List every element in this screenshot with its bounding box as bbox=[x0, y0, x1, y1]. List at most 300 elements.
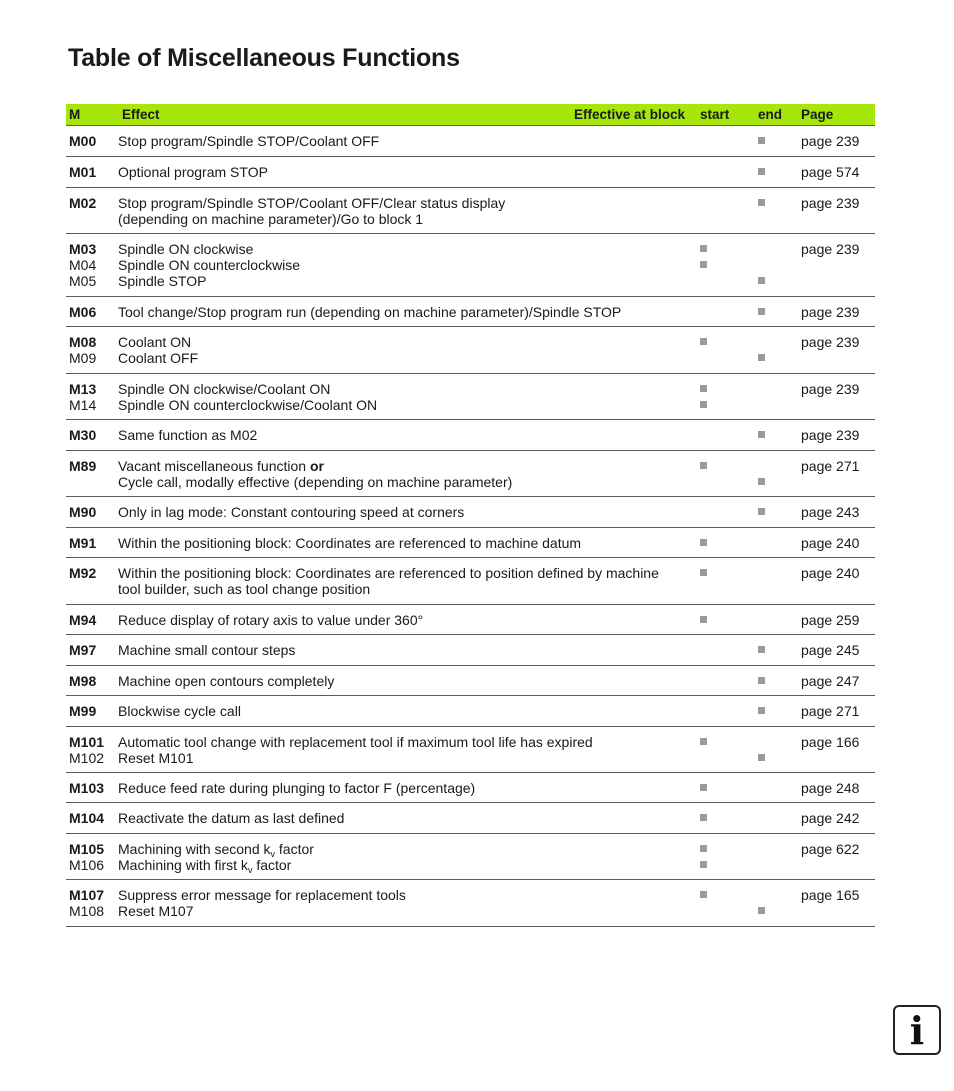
effect-text: Only in lag mode: Constant contouring speed at corners bbox=[118, 504, 465, 520]
start-line bbox=[700, 581, 720, 597]
page-ref-cell bbox=[801, 887, 875, 903]
start-square-icon bbox=[700, 385, 707, 392]
page-ref-cell bbox=[801, 304, 875, 320]
effect-cell bbox=[118, 673, 693, 689]
effect-cell bbox=[118, 887, 693, 919]
table-body bbox=[66, 126, 875, 927]
m-code-cell bbox=[69, 195, 117, 211]
effect-line bbox=[118, 565, 693, 581]
effect-line bbox=[118, 857, 693, 873]
page-ref: page 239 bbox=[801, 381, 860, 397]
m-code: M101 bbox=[69, 734, 105, 750]
end-cell bbox=[758, 133, 778, 149]
m-code: M107 bbox=[69, 887, 105, 903]
effect-text: Machining with second k bbox=[118, 841, 271, 857]
m-code: M01 bbox=[69, 164, 97, 180]
page-ref: page 239 bbox=[801, 334, 860, 350]
start-line bbox=[700, 273, 720, 289]
effect-line bbox=[118, 474, 693, 490]
end-cell bbox=[758, 565, 778, 597]
start-line bbox=[700, 458, 720, 474]
page-ref: page 242 bbox=[801, 810, 860, 826]
start-line bbox=[700, 257, 720, 273]
m-code: M102 bbox=[69, 750, 105, 766]
m-code-cell bbox=[69, 734, 117, 766]
start-square-icon bbox=[700, 861, 707, 868]
start-square-icon bbox=[700, 845, 707, 852]
m-code: M30 bbox=[69, 427, 97, 443]
page-ref-cell bbox=[801, 133, 875, 149]
m-code: M14 bbox=[69, 397, 97, 413]
end-line bbox=[758, 535, 778, 551]
end-square-icon bbox=[758, 431, 765, 438]
end-line bbox=[758, 703, 778, 719]
end-square-icon bbox=[758, 646, 765, 653]
m-code: M13 bbox=[69, 381, 97, 397]
effect-text: Spindle ON counterclockwise/Coolant ON bbox=[118, 397, 378, 413]
effect-text: Reactivate the datum as last defined bbox=[118, 810, 345, 826]
m-code-cell bbox=[69, 304, 117, 320]
start-line bbox=[700, 397, 720, 413]
start-line bbox=[700, 780, 720, 796]
effect-cell bbox=[118, 164, 693, 180]
header-effective-at-block: Effective at block bbox=[573, 107, 685, 122]
end-line bbox=[758, 133, 778, 149]
m-code: M09 bbox=[69, 350, 97, 366]
effect-line bbox=[118, 304, 693, 320]
start-cell bbox=[700, 535, 720, 551]
end-cell bbox=[758, 241, 778, 289]
m-code: M06 bbox=[69, 304, 97, 320]
header-m: M bbox=[69, 107, 81, 122]
m-code: M00 bbox=[69, 133, 97, 149]
effect-text: Cycle call, modally effective (depending on machine parameter) bbox=[118, 474, 513, 490]
start-square-icon bbox=[700, 401, 707, 408]
page-ref: page 574 bbox=[801, 164, 860, 180]
end-line bbox=[758, 334, 778, 350]
header-end: end bbox=[758, 107, 783, 122]
start-square-icon bbox=[700, 784, 707, 791]
end-cell bbox=[758, 841, 778, 873]
table-row bbox=[66, 374, 875, 420]
table-row bbox=[66, 528, 875, 558]
effect-subscript: v bbox=[247, 865, 253, 875]
end-cell bbox=[758, 504, 778, 520]
table-row bbox=[66, 803, 875, 834]
page-ref: page 271 bbox=[801, 703, 860, 719]
start-square-icon bbox=[700, 891, 707, 898]
end-cell bbox=[758, 427, 778, 443]
m-code-cell bbox=[69, 164, 117, 180]
effect-subscript: v bbox=[270, 849, 276, 859]
end-square-icon bbox=[758, 137, 765, 144]
effect-line bbox=[118, 703, 693, 719]
effect-text: Stop program/Spindle STOP/Coolant OFF bbox=[118, 133, 380, 149]
effect-line bbox=[118, 642, 693, 658]
start-cell bbox=[700, 703, 720, 719]
start-line bbox=[700, 350, 720, 366]
end-square-icon bbox=[758, 354, 765, 361]
start-line bbox=[700, 642, 720, 658]
start-line bbox=[700, 673, 720, 689]
page-ref-cell bbox=[801, 780, 875, 796]
end-line bbox=[758, 857, 778, 873]
page-ref-cell bbox=[801, 642, 875, 658]
end-cell bbox=[758, 612, 778, 628]
start-cell bbox=[700, 195, 720, 211]
start-cell bbox=[700, 458, 720, 490]
effect-line bbox=[118, 887, 693, 903]
effect-text: Spindle STOP bbox=[118, 273, 207, 289]
effect-text: Spindle ON clockwise/Coolant ON bbox=[118, 381, 331, 397]
end-cell bbox=[758, 164, 778, 180]
end-line bbox=[758, 642, 778, 658]
start-line bbox=[700, 304, 720, 320]
m-code: M08 bbox=[69, 334, 97, 350]
table-row bbox=[66, 666, 875, 696]
effect-text: (depending on machine parameter)/Go to block 1 bbox=[118, 211, 424, 227]
effect-line bbox=[118, 427, 693, 443]
end-line bbox=[758, 350, 778, 366]
info-icon bbox=[893, 1005, 941, 1055]
effect-cell bbox=[118, 841, 693, 873]
m-code: M108 bbox=[69, 903, 105, 919]
start-line bbox=[700, 734, 720, 750]
end-square-icon bbox=[758, 677, 765, 684]
m-code-cell bbox=[69, 565, 117, 581]
end-cell bbox=[758, 381, 778, 413]
start-line bbox=[700, 164, 720, 180]
effect-line bbox=[118, 133, 693, 149]
effect-line bbox=[118, 241, 693, 257]
page-ref: page 166 bbox=[801, 734, 860, 750]
m-code-cell bbox=[69, 133, 117, 149]
page-ref: page 240 bbox=[801, 535, 860, 551]
effect-cell bbox=[118, 304, 693, 320]
start-line bbox=[700, 504, 720, 520]
effect-text: Coolant OFF bbox=[118, 350, 199, 366]
effect-line bbox=[118, 381, 693, 397]
table-row bbox=[66, 696, 875, 727]
effect-text: Reduce display of rotary axis to value under 360° bbox=[118, 612, 424, 628]
start-line bbox=[700, 887, 720, 903]
m-code: M02 bbox=[69, 195, 97, 211]
end-cell bbox=[758, 734, 778, 766]
start-square-icon bbox=[700, 245, 707, 252]
m-code: M103 bbox=[69, 780, 105, 796]
effect-text: Machine small contour steps bbox=[118, 642, 296, 658]
effect-text: Within the positioning block: Coordinates are referenced to position defined by machine bbox=[118, 565, 659, 581]
table-row bbox=[66, 188, 875, 234]
effect-text: Vacant miscellaneous function bbox=[118, 458, 310, 474]
page-ref: page 245 bbox=[801, 642, 860, 658]
end-line bbox=[758, 381, 778, 397]
start-line bbox=[700, 427, 720, 443]
end-line bbox=[758, 273, 778, 289]
effect-line bbox=[118, 810, 693, 826]
start-line bbox=[700, 133, 720, 149]
m-code: M98 bbox=[69, 673, 97, 689]
end-cell bbox=[758, 458, 778, 490]
page-ref-cell bbox=[801, 535, 875, 551]
end-line bbox=[758, 887, 778, 903]
page-ref-cell bbox=[801, 841, 875, 857]
effect-text: Reduce feed rate during plunging to factor F (percentage) bbox=[118, 780, 476, 796]
table-row bbox=[66, 880, 875, 927]
effect-line bbox=[118, 195, 693, 211]
table-row bbox=[66, 297, 875, 327]
end-line bbox=[758, 504, 778, 520]
page-ref-cell bbox=[801, 164, 875, 180]
start-square-icon bbox=[700, 738, 707, 745]
end-line bbox=[758, 581, 778, 597]
misc-functions-table bbox=[66, 104, 875, 927]
page-ref-cell bbox=[801, 427, 875, 443]
start-line bbox=[700, 612, 720, 628]
effect-cell bbox=[118, 458, 693, 490]
end-cell bbox=[758, 887, 778, 919]
end-line bbox=[758, 565, 778, 581]
end-line bbox=[758, 612, 778, 628]
table-row bbox=[66, 558, 875, 605]
start-square-icon bbox=[700, 462, 707, 469]
m-code: M05 bbox=[69, 273, 97, 289]
m-code: M99 bbox=[69, 703, 97, 719]
page-ref-cell bbox=[801, 381, 875, 397]
m-code-cell bbox=[69, 810, 117, 826]
end-square-icon bbox=[758, 168, 765, 175]
m-code: M92 bbox=[69, 565, 97, 581]
effect-text: Blockwise cycle call bbox=[118, 703, 241, 719]
m-code-cell bbox=[69, 535, 117, 551]
m-code-cell bbox=[69, 381, 117, 413]
effect-text: Automatic tool change with replacement tool if maximum tool life has expired bbox=[118, 734, 593, 750]
start-line bbox=[700, 703, 720, 719]
start-line bbox=[700, 857, 720, 873]
end-line bbox=[758, 241, 778, 257]
effect-text: Suppress error message for replacement tools bbox=[118, 887, 406, 903]
page-ref: page 248 bbox=[801, 780, 860, 796]
page-ref: page 240 bbox=[801, 565, 860, 581]
page-ref: page 239 bbox=[801, 427, 860, 443]
start-square-icon bbox=[700, 569, 707, 576]
effect-text: Coolant ON bbox=[118, 334, 192, 350]
effect-cell bbox=[118, 780, 693, 796]
effect-text: factor bbox=[252, 857, 292, 873]
start-line bbox=[700, 334, 720, 350]
start-cell bbox=[700, 642, 720, 658]
effect-cell bbox=[118, 810, 693, 826]
effect-line bbox=[118, 334, 693, 350]
effect-cell bbox=[118, 565, 693, 597]
m-code: M91 bbox=[69, 535, 97, 551]
end-line bbox=[758, 734, 778, 750]
header-page: Page bbox=[801, 107, 834, 122]
effect-text: Within the positioning block: Coordinates are referenced to machine datum bbox=[118, 535, 582, 551]
m-code-cell bbox=[69, 504, 117, 520]
effect-line bbox=[118, 535, 693, 551]
table-row bbox=[66, 420, 875, 451]
table-row bbox=[66, 834, 875, 880]
effect-cell bbox=[118, 535, 693, 551]
effect-line bbox=[118, 673, 693, 689]
start-line bbox=[700, 241, 720, 257]
end-cell bbox=[758, 810, 778, 826]
m-code: M03 bbox=[69, 241, 97, 257]
start-square-icon bbox=[700, 338, 707, 345]
m-code: M94 bbox=[69, 612, 97, 628]
start-square-icon bbox=[700, 814, 707, 821]
end-line bbox=[758, 474, 778, 490]
effect-line bbox=[118, 750, 693, 766]
effect-cell bbox=[118, 504, 693, 520]
effect-text: Tool change/Stop program run (depending on machine parameter)/Spindle STOP bbox=[118, 304, 622, 320]
table-row bbox=[66, 327, 875, 374]
m-code-cell bbox=[69, 427, 117, 443]
m-code-cell bbox=[69, 673, 117, 689]
m-code: M04 bbox=[69, 257, 97, 273]
m-code-cell bbox=[69, 887, 117, 919]
end-line bbox=[758, 673, 778, 689]
end-square-icon bbox=[758, 308, 765, 315]
effect-line bbox=[118, 734, 693, 750]
effect-text: Stop program/Spindle STOP/Coolant OFF/Clear status display bbox=[118, 195, 506, 211]
end-cell bbox=[758, 642, 778, 658]
m-code: M97 bbox=[69, 642, 97, 658]
start-cell bbox=[700, 734, 720, 766]
start-line bbox=[700, 381, 720, 397]
page-ref: page 271 bbox=[801, 458, 860, 474]
m-code: M105 bbox=[69, 841, 105, 857]
start-line bbox=[700, 565, 720, 581]
start-cell bbox=[700, 780, 720, 796]
effect-text: Optional program STOP bbox=[118, 164, 268, 180]
effect-line bbox=[118, 458, 693, 474]
page-ref-cell bbox=[801, 241, 875, 257]
start-square-icon bbox=[700, 261, 707, 268]
end-cell bbox=[758, 703, 778, 719]
m-code-cell bbox=[69, 458, 117, 474]
end-cell bbox=[758, 673, 778, 689]
effect-line bbox=[118, 397, 693, 413]
header-effect: Effect bbox=[122, 107, 160, 122]
end-cell bbox=[758, 780, 778, 796]
start-cell bbox=[700, 133, 720, 149]
effect-cell bbox=[118, 612, 693, 628]
end-line bbox=[758, 257, 778, 273]
table-row bbox=[66, 451, 875, 497]
table-row bbox=[66, 157, 875, 188]
table-row bbox=[66, 773, 875, 803]
end-line bbox=[758, 427, 778, 443]
page-ref-cell bbox=[801, 195, 875, 211]
end-cell bbox=[758, 334, 778, 366]
m-code-cell bbox=[69, 612, 117, 628]
m-code: M106 bbox=[69, 857, 105, 873]
effect-text: factor bbox=[275, 841, 314, 857]
effect-cell bbox=[118, 334, 693, 366]
start-square-icon bbox=[700, 539, 707, 546]
effect-cell bbox=[118, 195, 693, 227]
start-cell bbox=[700, 427, 720, 443]
page-ref-cell bbox=[801, 565, 875, 581]
table-row bbox=[66, 497, 875, 528]
page-title: Table of Miscellaneous Functions bbox=[68, 44, 460, 72]
effect-line bbox=[118, 581, 693, 597]
effect-text: Spindle ON clockwise bbox=[118, 241, 254, 257]
effect-line bbox=[118, 841, 693, 857]
effect-cell bbox=[118, 133, 693, 149]
effect-text: Machining with first k bbox=[118, 857, 248, 873]
start-cell bbox=[700, 334, 720, 366]
effect-line bbox=[118, 504, 693, 520]
table-row bbox=[66, 126, 875, 157]
effect-text: Reset M107 bbox=[118, 903, 194, 919]
effect-text: Reset M101 bbox=[118, 750, 194, 766]
effect-text: Machine open contours completely bbox=[118, 673, 335, 689]
m-code-cell bbox=[69, 334, 117, 366]
effect-cell bbox=[118, 734, 693, 766]
table-row bbox=[66, 635, 875, 666]
start-cell bbox=[700, 504, 720, 520]
m-code: M89 bbox=[69, 458, 97, 474]
end-cell bbox=[758, 304, 778, 320]
start-cell bbox=[700, 810, 720, 826]
effect-cell bbox=[118, 703, 693, 719]
effect-emphasis: or bbox=[309, 458, 324, 474]
effect-line bbox=[118, 257, 693, 273]
start-cell bbox=[700, 887, 720, 919]
page-ref: page 165 bbox=[801, 887, 860, 903]
info-glyph: i bbox=[909, 1007, 925, 1053]
effect-line bbox=[118, 903, 693, 919]
page-ref-cell bbox=[801, 810, 875, 826]
effect-line bbox=[118, 612, 693, 628]
end-square-icon bbox=[758, 754, 765, 761]
m-code: M90 bbox=[69, 504, 97, 520]
m-code-cell bbox=[69, 642, 117, 658]
m-code-cell bbox=[69, 241, 117, 289]
effect-line bbox=[118, 780, 693, 796]
page-ref-cell bbox=[801, 673, 875, 689]
table-header bbox=[66, 104, 875, 126]
m-code: M104 bbox=[69, 810, 105, 826]
start-line bbox=[700, 810, 720, 826]
m-code-cell bbox=[69, 841, 117, 873]
start-cell bbox=[700, 164, 720, 180]
end-line bbox=[758, 810, 778, 826]
end-line bbox=[758, 750, 778, 766]
start-square-icon bbox=[700, 616, 707, 623]
page-ref-cell bbox=[801, 334, 875, 350]
start-cell bbox=[700, 841, 720, 873]
end-line bbox=[758, 780, 778, 796]
page-ref-cell bbox=[801, 504, 875, 520]
start-cell bbox=[700, 381, 720, 413]
table-row bbox=[66, 727, 875, 773]
start-line bbox=[700, 474, 720, 490]
m-code-cell bbox=[69, 780, 117, 796]
start-cell bbox=[700, 304, 720, 320]
start-cell bbox=[700, 241, 720, 289]
page-ref-cell bbox=[801, 458, 875, 474]
effect-text: tool builder, such as tool change position bbox=[118, 581, 371, 597]
start-cell bbox=[700, 673, 720, 689]
effect-line bbox=[118, 350, 693, 366]
effect-cell bbox=[118, 427, 693, 443]
end-line bbox=[758, 458, 778, 474]
start-line bbox=[700, 841, 720, 857]
